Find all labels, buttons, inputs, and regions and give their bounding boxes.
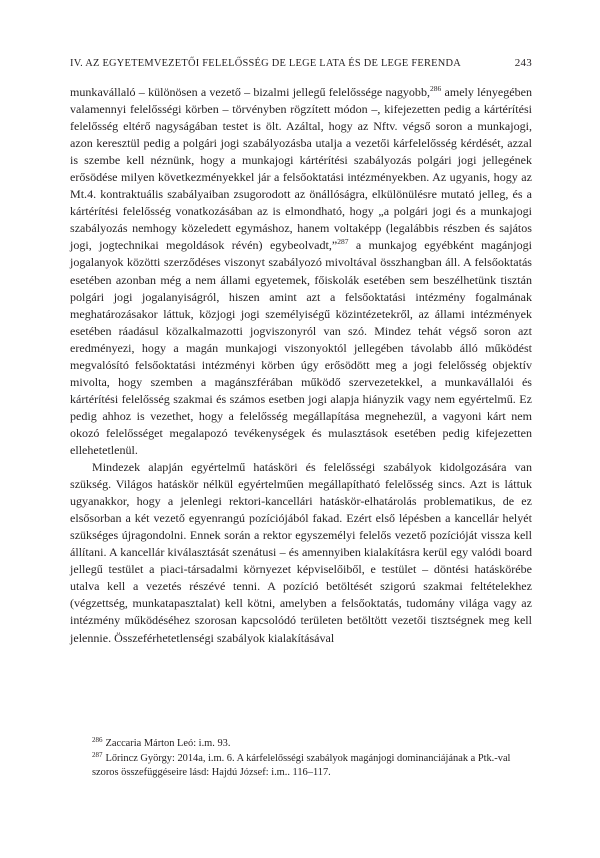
page-number: 243 [514, 57, 532, 69]
running-header [70, 58, 532, 74]
footnote-number: 287 [92, 750, 103, 759]
footnote-286 [70, 737, 532, 751]
footnote-ref-286: 286 [429, 83, 442, 93]
paragraph-1-part-3: a munkajog egyébként magánjogi jogalanyok közötti szerződéses viszonyt szabályozó mivoltával összhangban áll. A felsőoktatás esetében azonban még a nem állami egyetemek, főiskolák esetében sem beszélhetünk tisztán polgári jogi jogalanyiságról, hiszen amint azt a felsőoktatási intézmény fogalmának meghatározásakor láttuk, közjogi jogi személyiségű közintézetekről, az állami intézmények esetében ráadásul közalkalmazotti jogviszonyról van szó. Mindez tehát végső soron azt eredményezi, hogy a magán munkajogi viszonyoktól jellegében távolabb álló működést megvalósító felsőoktatási intézményi körben úgy erősödött meg a jogi felelősség objektív mivolta, hogy szemben a magánszférában működő szervezetekkel, a munkavállalói és kártérítési felelősség szakmai és számos esetben jogi alapja hiányzik vagy nem egyértelmű. Ez pedig ahhoz is vezethet, hogy a felelősség megállapítása megnehezül, a vagyoni kárt nem okozó felelősséget megalapozó tevékenységek és mulasztások esetében pedig kifejezetten ellehetetlenül. [70, 238, 532, 457]
paragraph-1-part-2: amely lényegében valamennyi felelősségi körben – törvényben rögzített módon –, kifejezetten pedig a kártérítési felelősség eltérő nagyságában testet is ölt. Azáltal, hogy az Nftv. végső soron a munkajogi, azon keresztül pedig a polgári jogi szabályozásba utalja a vezetői kárfelelősség kérdését, azzal is szembe kell néznünk, hogy a munkajogi kártérítési szabályozás polgári jogi jellegének erősödése milyen következményekkel jár a felsőoktatási intézményekben. Az ugyanis, hogy az Mt.4. kontraktuális szabályaiban zsugorodott az önállóságra, elkülönülésre mutató jelleg, és a kártérítési felelősség vonatkozásában az is elmondható, hogy „a polgári jogi és a munkajogi szabályozás nemhogy közeledett egymáshoz, hanem voltaképp (legalábbis részben és sajátos jogi, jogtechnikai megoldások révén) egybeolvadt,” [70, 85, 532, 253]
footnote-287 [70, 752, 532, 780]
paragraph-2: Mindezek alapján egyértelmű hatásköri és felelősségi szabályok kidolgozására van szükség. Világos hatáskör nélkül egyértelműen megállapítható felelősség sincs. Azt is láttuk ugyanakkor, hogy a jelenlegi rektori-kancellári hatáskör-elhatárolás problematikus, de ez elsősorban a két vezető egyenrangú pozíciójából fakad. Ezért első lépésben a kancellár helyét szükséges újragondolni. Ennek során a rektor egyszemélyi felelős vezető pozícióját vissza kell állítani. A kancellár kiválasztását szenátusi – és amennyiben kialakításra kerül egy valódi board jellegű testület a piaci-társadalmi környezet képviselőiből, e testület – döntési hatáskörébe utalva kell a vezetés részévé tenni. A pozíció betöltését szigorú szakmai feltételekhez (végzettség, munkatapasztalat) kell kötni, amelyben a felsőoktatás, tudomány világa vagy az intézmény működéséhez szorosan kapcsolódó területen betöltött vezetői tisztségnek meg kell jelennie. Összeférhetetlenségi szabályok kialakításával [70, 460, 532, 645]
paragraph-1 [70, 84, 532, 459]
footnote-number: 286 [92, 735, 103, 744]
footnote-ref-287: 287 [337, 237, 349, 247]
paragraph-1-part-1: munkavállaló – különösen a vezető – bizalmi jellegű felelőssége nagyobb, [70, 85, 430, 99]
footnote-text: Lőrincz György: 2014a, i.m. 6. A kárfelelősségi szabályok magánjogi dominanciájának a Ptk.-val szoros összefüggéseire lásd: Hajdú József: i.m.. 116–117. [92, 753, 511, 778]
body-text [70, 84, 532, 647]
running-header-title: IV. AZ EGYETEMVEZETŐI FELELŐSSÉG DE LEGE LATA ÉS DE LEGE FERENDA [70, 58, 462, 69]
footnotes [70, 737, 532, 781]
footnote-text: Zaccaria Márton Leó: i.m. 93. [105, 738, 231, 749]
